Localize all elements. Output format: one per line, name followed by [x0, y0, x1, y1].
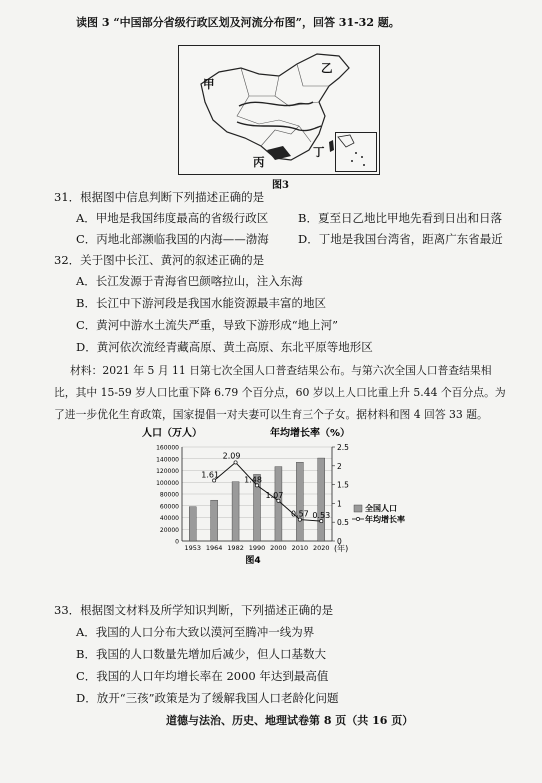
q31-option-b: B．夏至日乙地比甲地先看到日出和日落: [298, 211, 502, 225]
y-tick-label: 40000: [159, 515, 179, 522]
q33-option-a: A．我国的人口分布大致以漠河至腾冲一线为界: [76, 625, 315, 639]
y-tick-label: 140000: [156, 456, 179, 464]
map-label-bing: 丙: [253, 155, 265, 169]
legend-bar-swatch: [354, 505, 362, 512]
x-tick-label: 1982: [227, 544, 244, 552]
growth-rate-label: 1.07: [265, 490, 284, 500]
legend-line-marker: [356, 517, 359, 520]
material-line-1: 材料：2021 年 5 月 11 日第七次全国人口普查结果公布。与第六次全国人口普查结果相: [70, 364, 492, 377]
y2-tick-label: 1: [337, 499, 342, 509]
x-tick-label: 2000: [270, 544, 287, 552]
y-tick-label: 60000: [159, 503, 179, 511]
legend-label: 全国人口: [365, 504, 397, 513]
population-bar: [189, 507, 196, 541]
y-tick-label: 120000: [156, 468, 179, 475]
y2-tick-label: 2: [337, 461, 342, 471]
south-sea-inset: [336, 133, 376, 171]
growth-rate-point: [234, 461, 237, 464]
ding-island: [329, 140, 334, 152]
y-tick-label: 0: [175, 538, 179, 546]
y2-tick-label: 1.5: [337, 480, 349, 490]
q33-option-d: D．放开“三孩”政策是为了缓解我国人口老龄化问题: [76, 691, 339, 705]
growth-rate-label: 1.48: [244, 475, 262, 485]
growth-rate-label: 2.09: [222, 451, 241, 461]
q32-stem: 32．关于图中长江、黄河的叙述正确的是: [54, 253, 265, 267]
bing-region: [267, 146, 291, 160]
population-bar: [318, 458, 325, 541]
q32-option-d: D．黄河依次流经青藏高原、黄土高原、东北平原等地形区: [76, 340, 373, 354]
map-inset: [335, 132, 377, 172]
x-axis-title: (年): [334, 544, 349, 553]
x-tick-label: 1953: [184, 544, 201, 552]
population-chart: [128, 425, 428, 579]
y2-tick-label: 2.5: [337, 443, 349, 452]
y2-tick-label: 0.5: [337, 518, 349, 528]
population-chart-svg: [128, 425, 428, 575]
q32-option-a: A．长江发源于青海省巴颜喀拉山，注入东海: [76, 274, 303, 288]
material-line-3: 了进一步优化生育政策，国家提倡一对夫妻可以生育三个子女。据材料和图 4 回答 33 题。: [54, 408, 488, 421]
growth-rate-label: 1.61: [201, 470, 220, 480]
y2-axis-title: 年均增长率（%）: [270, 428, 351, 439]
q33-stem: 33．根据图文材料及所学知识判断，下列描述正确的是: [54, 603, 334, 617]
population-bar: [275, 467, 282, 541]
q31-option-d: D．丁地是我国台湾省，距离广东省最近: [298, 232, 503, 246]
q31-option-a: A．甲地是我国纬度最高的省级行政区: [76, 211, 269, 225]
material-line-2: 比，其中 15-59 岁人口比重下降 6.79 个百分点，60 岁以上人口比重上升 5.44 个百分点。为: [54, 386, 506, 399]
q33-option-c: C．我国的人口年均增长率在 2000 年达到最高值: [76, 669, 329, 683]
x-tick-label: 1990: [248, 544, 266, 552]
map-label-ding: 丁: [313, 145, 325, 159]
q32-option-c: C．黄河中游水土流失严重，导致下游形成“地上河”: [76, 318, 339, 332]
y2-tick-label: 0: [337, 537, 342, 546]
chart-caption: 图4: [245, 556, 261, 566]
population-bar: [296, 462, 303, 541]
growth-rate-label: 0.57: [290, 509, 309, 519]
x-tick-label: 2020: [313, 544, 330, 552]
q31-stem: 31．根据图中信息判断下列描述正确的是: [54, 190, 265, 204]
map-intro: 读图 3 “中国部分省级行政区划及河流分布图”，回答 31-32 题。: [76, 16, 400, 29]
growth-rate-label: 0.53: [312, 511, 331, 521]
legend-label: 年均增长率: [365, 515, 405, 524]
map-label-jia: 甲: [203, 77, 215, 91]
y-tick-label: 100000: [156, 479, 179, 487]
y-tick-label: 20000: [159, 526, 179, 534]
y-tick-label: 160000: [156, 444, 179, 452]
map-caption: 图3: [272, 180, 289, 191]
map-label-yi: 乙: [321, 61, 333, 75]
population-bar: [232, 482, 239, 541]
y-tick-label: 80000: [159, 491, 179, 499]
q32-option-b: B．长江中下游河段是我国水能资源最丰富的地区: [76, 296, 326, 310]
x-tick-label: 1964: [205, 544, 223, 552]
page-footer: 道德与法治、历史、地理试卷第 8 页（共 16 页）: [166, 714, 414, 727]
y-axis-title: 人口（万人）: [142, 428, 202, 439]
q33-option-b: B．我国的人口数量先增加后减少，但人口基数大: [76, 647, 326, 661]
x-tick-label: 2010: [291, 544, 309, 552]
population-bar: [211, 500, 218, 541]
q31-option-c: C．丙地北部濒临我国的内海——渤海: [76, 232, 269, 246]
